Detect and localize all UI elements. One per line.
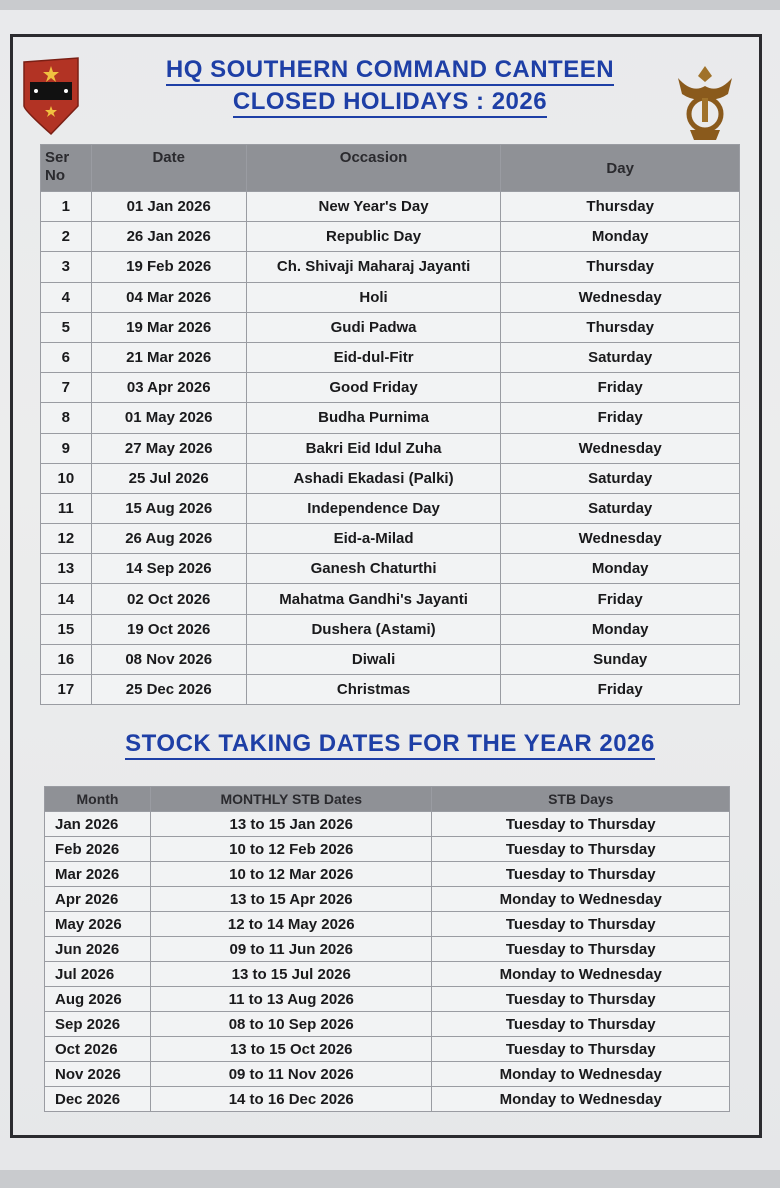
stb-dates-cell: 13 to 15 Oct 2026 xyxy=(150,1037,432,1062)
table-row xyxy=(41,222,740,252)
table-row xyxy=(45,887,730,912)
table-row xyxy=(41,373,740,403)
day-cell: Wednesday xyxy=(501,433,740,463)
day-cell: Saturday xyxy=(501,342,740,372)
occasion-cell: Ganesh Chaturthi xyxy=(246,554,501,584)
month-cell: Aug 2026 xyxy=(45,987,151,1012)
day-cell: Monday xyxy=(501,554,740,584)
date-cell: 03 Apr 2026 xyxy=(91,373,246,403)
table-row xyxy=(45,1037,730,1062)
col-month: Month xyxy=(45,787,151,812)
ser-no-cell: 4 xyxy=(41,282,92,312)
table-row xyxy=(41,493,740,523)
month-cell: May 2026 xyxy=(45,912,151,937)
table-row xyxy=(45,862,730,887)
date-cell: 25 Dec 2026 xyxy=(91,675,246,705)
stb-days-cell: Tuesday to Thursday xyxy=(432,862,730,887)
ser-no-cell: 13 xyxy=(41,554,92,584)
occasion-cell: Good Friday xyxy=(246,373,501,403)
col-date: Date xyxy=(91,145,246,192)
occasion-cell: Diwali xyxy=(246,644,501,674)
table-row xyxy=(41,433,740,463)
stb-dates-cell: 12 to 14 May 2026 xyxy=(150,912,432,937)
table-row xyxy=(41,644,740,674)
ser-no-cell: 7 xyxy=(41,373,92,403)
stb-dates-cell: 08 to 10 Sep 2026 xyxy=(150,1012,432,1037)
month-cell: Apr 2026 xyxy=(45,887,151,912)
month-cell: Dec 2026 xyxy=(45,1087,151,1112)
date-cell: 08 Nov 2026 xyxy=(91,644,246,674)
occasion-cell: Ch. Shivaji Maharaj Jayanti xyxy=(246,252,501,282)
table-row xyxy=(41,554,740,584)
closed-holidays-table xyxy=(40,144,740,705)
col-stb-days: STB Days xyxy=(432,787,730,812)
col-ser-no: Ser No xyxy=(41,145,92,192)
stock-header-row xyxy=(45,787,730,812)
stb-dates-cell: 09 to 11 Jun 2026 xyxy=(150,937,432,962)
day-cell: Monday xyxy=(501,222,740,252)
occasion-cell: Ashadi Ekadasi (Palki) xyxy=(246,463,501,493)
holidays-header-row xyxy=(41,145,740,192)
table-row xyxy=(41,524,740,554)
table-row xyxy=(41,252,740,282)
stb-dates-cell: 11 to 13 Aug 2026 xyxy=(150,987,432,1012)
stb-days-cell: Tuesday to Thursday xyxy=(432,837,730,862)
col-stb-dates: MONTHLY STB Dates xyxy=(150,787,432,812)
occasion-cell: Holi xyxy=(246,282,501,312)
table-row xyxy=(41,312,740,342)
date-cell: 26 Jan 2026 xyxy=(91,222,246,252)
stb-days-cell: Monday to Wednesday xyxy=(432,1062,730,1087)
table-row xyxy=(41,403,740,433)
stb-dates-cell: 13 to 15 Apr 2026 xyxy=(150,887,432,912)
table-row xyxy=(41,342,740,372)
day-cell: Monday xyxy=(501,614,740,644)
table-row xyxy=(41,584,740,614)
day-cell: Saturday xyxy=(501,493,740,523)
ser-no-cell: 16 xyxy=(41,644,92,674)
date-cell: 02 Oct 2026 xyxy=(91,584,246,614)
ser-no-cell: 9 xyxy=(41,433,92,463)
table-row xyxy=(41,614,740,644)
ser-no-cell: 2 xyxy=(41,222,92,252)
stb-dates-cell: 10 to 12 Mar 2026 xyxy=(150,862,432,887)
formation-shield-emblem-icon xyxy=(22,56,80,136)
date-cell: 04 Mar 2026 xyxy=(91,282,246,312)
day-cell: Friday xyxy=(501,403,740,433)
table-row xyxy=(45,912,730,937)
day-cell: Thursday xyxy=(501,252,740,282)
occasion-cell: Eid-a-Milad xyxy=(246,524,501,554)
date-cell: 19 Mar 2026 xyxy=(91,312,246,342)
stb-days-cell: Tuesday to Thursday xyxy=(432,937,730,962)
table-row xyxy=(45,837,730,862)
day-cell: Thursday xyxy=(501,192,740,222)
table-row xyxy=(41,675,740,705)
date-cell: 14 Sep 2026 xyxy=(91,554,246,584)
date-cell: 19 Oct 2026 xyxy=(91,614,246,644)
month-cell: Nov 2026 xyxy=(45,1062,151,1087)
ser-no-cell: 11 xyxy=(41,493,92,523)
date-cell: 26 Aug 2026 xyxy=(91,524,246,554)
month-cell: Sep 2026 xyxy=(45,1012,151,1037)
month-cell: Jan 2026 xyxy=(45,812,151,837)
table-row xyxy=(45,937,730,962)
ser-no-cell: 10 xyxy=(41,463,92,493)
date-cell: 01 May 2026 xyxy=(91,403,246,433)
col-occasion: Occasion xyxy=(246,145,501,192)
stb-dates-cell: 10 to 12 Feb 2026 xyxy=(150,837,432,862)
month-cell: Oct 2026 xyxy=(45,1037,151,1062)
ser-no-cell: 17 xyxy=(41,675,92,705)
occasion-cell: Dushera (Astami) xyxy=(246,614,501,644)
day-cell: Friday xyxy=(501,373,740,403)
stb-days-cell: Tuesday to Thursday xyxy=(432,912,730,937)
day-cell: Wednesday xyxy=(501,282,740,312)
stb-days-cell: Tuesday to Thursday xyxy=(432,987,730,1012)
day-cell: Friday xyxy=(501,675,740,705)
notice-header xyxy=(0,48,780,148)
date-cell: 19 Feb 2026 xyxy=(91,252,246,282)
occasion-cell: Christmas xyxy=(246,675,501,705)
stb-days-cell: Tuesday to Thursday xyxy=(432,1012,730,1037)
occasion-cell: Mahatma Gandhi's Jayanti xyxy=(246,584,501,614)
occasion-cell: Independence Day xyxy=(246,493,501,523)
ser-no-cell: 5 xyxy=(41,312,92,342)
month-cell: Jun 2026 xyxy=(45,937,151,962)
occasion-cell: Eid-dul-Fitr xyxy=(246,342,501,372)
occasion-cell: New Year's Day xyxy=(246,192,501,222)
date-cell: 27 May 2026 xyxy=(91,433,246,463)
stb-days-cell: Tuesday to Thursday xyxy=(432,1037,730,1062)
ser-no-cell: 3 xyxy=(41,252,92,282)
stb-dates-cell: 13 to 15 Jul 2026 xyxy=(150,962,432,987)
date-cell: 01 Jan 2026 xyxy=(91,192,246,222)
ser-no-cell: 14 xyxy=(41,584,92,614)
ser-no-cell: 12 xyxy=(41,524,92,554)
occasion-cell: Republic Day xyxy=(246,222,501,252)
stb-dates-cell: 14 to 16 Dec 2026 xyxy=(150,1087,432,1112)
stb-days-cell: Tuesday to Thursday xyxy=(432,812,730,837)
table-row xyxy=(45,812,730,837)
title-line-1: HQ SOUTHERN COMMAND CANTEEN xyxy=(110,54,670,86)
table-row xyxy=(45,962,730,987)
month-cell: Feb 2026 xyxy=(45,837,151,862)
army-crest-emblem-icon xyxy=(672,64,738,144)
month-cell: Jul 2026 xyxy=(45,962,151,987)
date-cell: 15 Aug 2026 xyxy=(91,493,246,523)
stock-taking-title: STOCK TAKING DATES FOR THE YEAR 2026 xyxy=(0,730,780,758)
ser-no-cell: 8 xyxy=(41,403,92,433)
month-cell: Mar 2026 xyxy=(45,862,151,887)
stock-taking-table xyxy=(44,786,730,1112)
day-cell: Friday xyxy=(501,584,740,614)
day-cell: Saturday xyxy=(501,463,740,493)
stb-dates-cell: 13 to 15 Jan 2026 xyxy=(150,812,432,837)
col-day: Day xyxy=(501,145,740,192)
occasion-cell: Budha Purnima xyxy=(246,403,501,433)
ser-no-cell: 6 xyxy=(41,342,92,372)
occasion-cell: Bakri Eid Idul Zuha xyxy=(246,433,501,463)
table-row xyxy=(41,463,740,493)
table-row xyxy=(45,1062,730,1087)
notice-title xyxy=(110,54,670,118)
ser-no-cell: 15 xyxy=(41,614,92,644)
occasion-cell: Gudi Padwa xyxy=(246,312,501,342)
stb-days-cell: Monday to Wednesday xyxy=(432,962,730,987)
table-row xyxy=(41,282,740,312)
day-cell: Sunday xyxy=(501,644,740,674)
table-row xyxy=(45,987,730,1012)
date-cell: 25 Jul 2026 xyxy=(91,463,246,493)
date-cell: 21 Mar 2026 xyxy=(91,342,246,372)
day-cell: Thursday xyxy=(501,312,740,342)
stb-dates-cell: 09 to 11 Nov 2026 xyxy=(150,1062,432,1087)
title-line-2: CLOSED HOLIDAYS : 2026 xyxy=(110,86,670,118)
table-row xyxy=(45,1087,730,1112)
table-row xyxy=(45,1012,730,1037)
ser-no-cell: 1 xyxy=(41,192,92,222)
table-row xyxy=(41,192,740,222)
stb-days-cell: Monday to Wednesday xyxy=(432,1087,730,1112)
day-cell: Wednesday xyxy=(501,524,740,554)
stb-days-cell: Monday to Wednesday xyxy=(432,887,730,912)
